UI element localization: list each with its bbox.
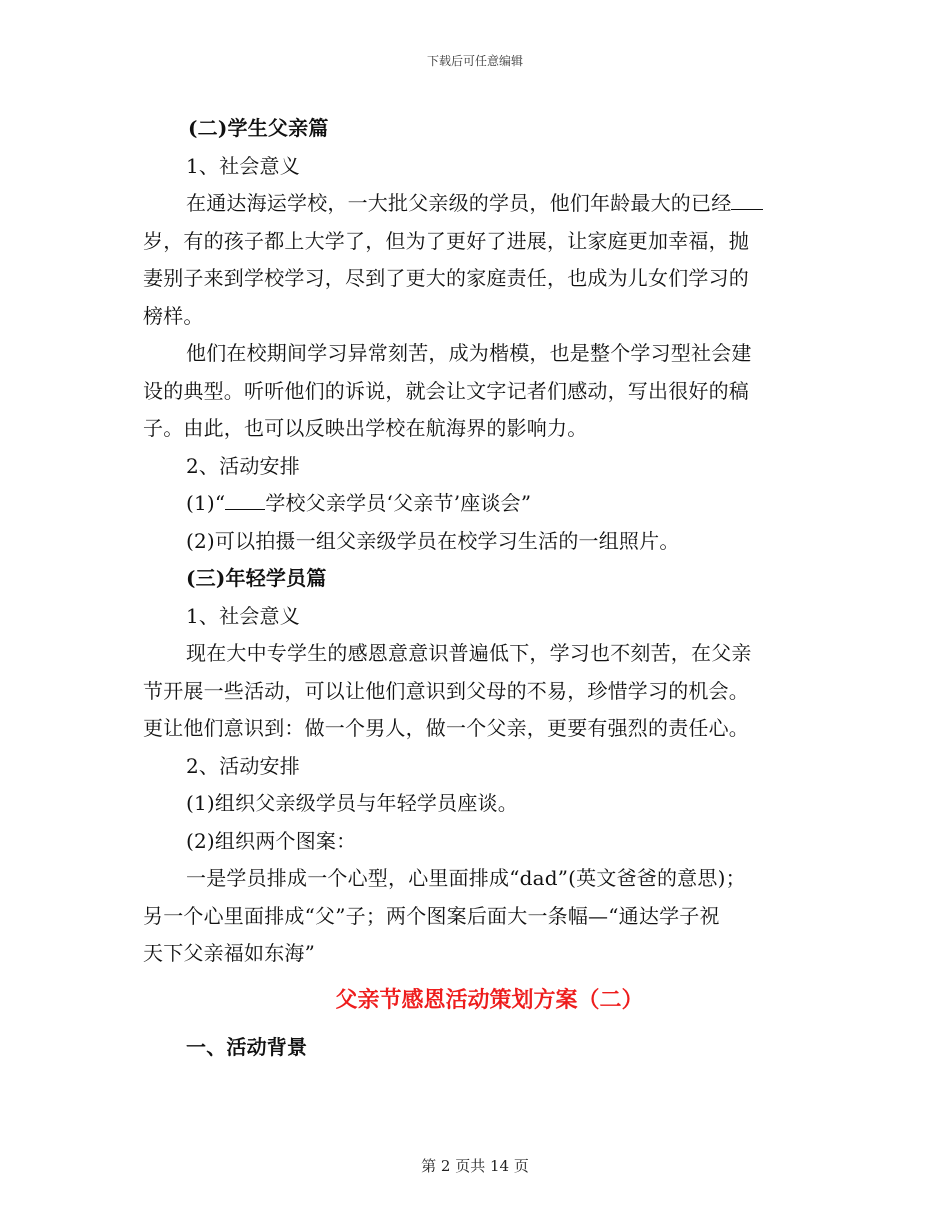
paragraph-text: 在通达海运学校，一大批父亲级的学员，他们年龄最大的已经 — [186, 191, 732, 215]
document-body — [143, 110, 811, 1066]
page-footer: 第 2 页共 14 页 — [421, 1157, 529, 1175]
fill-in-blank — [731, 191, 763, 210]
paragraph-line: 岁，有的孩子都上大学了，但为了更好了进展，让家庭更加幸福，抛 — [143, 228, 749, 253]
paragraph-line: 榜样。 — [143, 303, 204, 328]
list-item-text: 学校父亲学员‘父亲节’座谈会” — [265, 491, 532, 515]
paragraph-line: 另一个心里面排成“父”子；两个图案后面大一条幅—“通达学子祝 — [143, 903, 720, 928]
section-heading-students-fathers: (二)学生父亲篇 — [188, 116, 329, 140]
paragraph-line: 子。由此，也可以反映出学校在航海界的影响力。 — [143, 416, 588, 440]
paragraph-line — [143, 185, 811, 223]
fill-in-blank — [225, 491, 265, 510]
subheading-activity-arrangement: 2、活动安排 — [186, 753, 300, 778]
paragraph-line: 天下父亲福如东海” — [143, 941, 316, 965]
list-item: (1)组织父亲级学员与年轻学员座谈。 — [186, 791, 518, 815]
section-heading-young-students: (三)年轻学员篇 — [186, 566, 327, 590]
paragraph-line: 他们在校期间学习异常刻苦，成为楷模，也是整个学习型社会建 — [186, 341, 752, 365]
plan-two-title: 父亲节感恩活动策划方案（二） — [335, 986, 644, 1013]
paragraph-line: 一是学员排成一个心型，心里面排成“dad”(英文爸爸的意思)； — [186, 866, 746, 890]
paragraph-line: 妻别子来到学校学习，尽到了更大的家庭责任，也成为儿女们学习的 — [143, 266, 749, 290]
subheading-social-meaning: 1、社会意义 — [186, 603, 300, 628]
section-heading-activity-background: 一、活动背景 — [186, 1034, 308, 1059]
paragraph-line: 节开展一些活动，可以让他们意识到父母的不易，珍惜学习的机会。 — [143, 678, 749, 703]
paragraph-line: 现在大中专学生的感恩意意识普遍低下，学习也不刻苦，在父亲 — [186, 641, 752, 665]
subheading-activity-arrangement: 2、活动安排 — [186, 453, 300, 478]
page-header: 下载后可任意编辑 — [426, 54, 523, 68]
paragraph-line: 设的典型。听听他们的诉说，就会让文字记者们感动，写出很好的稿 — [143, 378, 749, 403]
paragraph-line: 更让他们意识到：做一个男人，做一个父亲，更要有强烈的责任心。 — [143, 716, 749, 740]
list-item: (2)组织两个图案： — [186, 828, 357, 853]
list-item — [143, 485, 811, 523]
list-item-prefix: (1)“ — [186, 491, 226, 515]
subheading-social-meaning: 1、社会意义 — [186, 153, 300, 178]
list-item: (2)可以拍摄一组父亲级学员在校学习生活的一组照片。 — [186, 528, 680, 553]
